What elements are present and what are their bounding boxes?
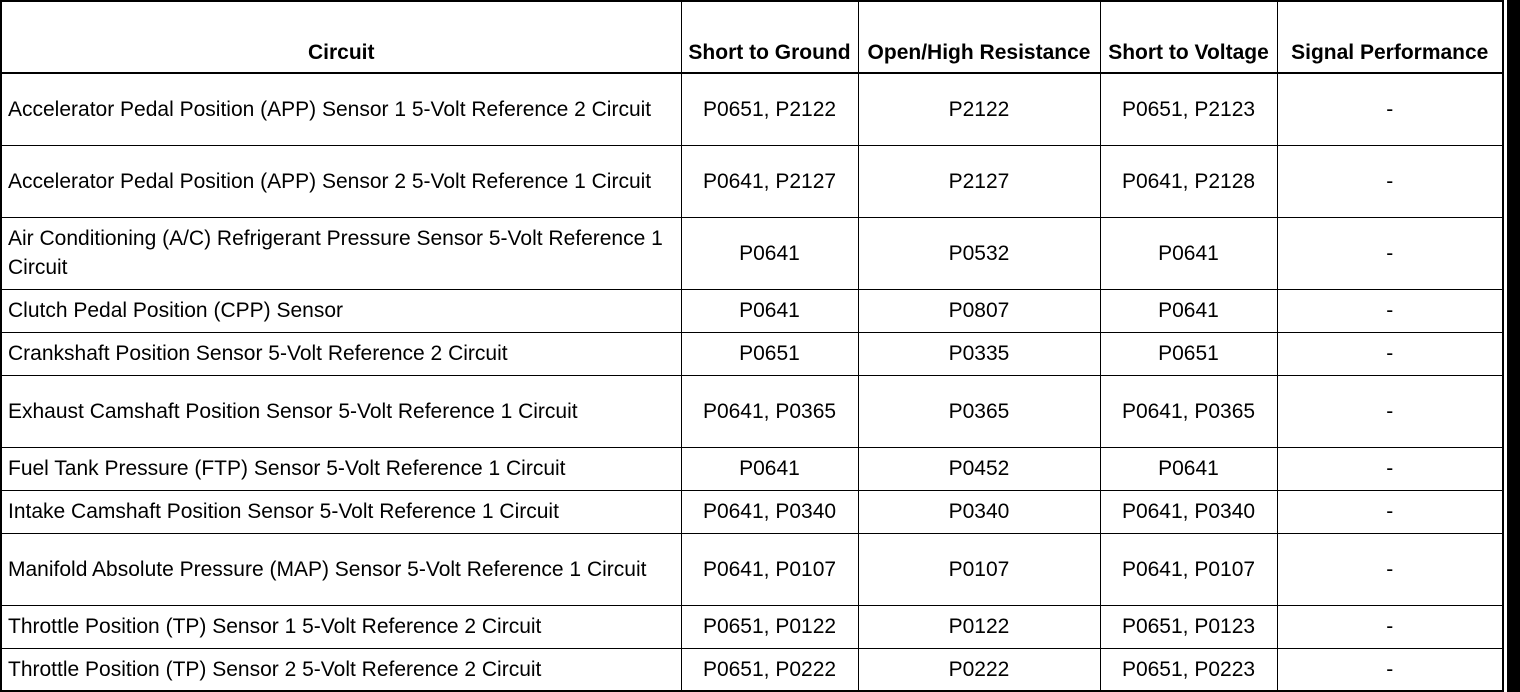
open-high-resistance-cell: P0335 [858, 332, 1100, 375]
signal-performance-cell: - [1277, 605, 1503, 648]
signal-performance-cell: - [1277, 289, 1503, 332]
short-to-voltage-cell: P0641 [1100, 289, 1277, 332]
signal-performance-cell: - [1277, 648, 1503, 691]
header-signal-performance: Signal Performance [1277, 1, 1503, 73]
open-high-resistance-cell: P2127 [858, 145, 1100, 217]
short-to-ground-cell: P0641 [681, 447, 858, 490]
table-row [1, 447, 1503, 490]
short-to-voltage-cell: P0641, P2128 [1100, 145, 1277, 217]
circuit-cell: Accelerator Pedal Position (APP) Sensor 2 5-Volt Reference 1 Circuit [1, 145, 681, 217]
header-open-high-resistance: Open/High Resistance [858, 1, 1100, 73]
short-to-voltage-cell: P0641 [1100, 447, 1277, 490]
header-circuit: Circuit [1, 1, 681, 73]
table-row [1, 217, 1503, 289]
open-high-resistance-cell: P0365 [858, 375, 1100, 447]
short-to-voltage-cell: P0641, P0107 [1100, 533, 1277, 605]
short-to-ground-cell: P0651 [681, 332, 858, 375]
table-row [1, 375, 1503, 447]
signal-performance-cell: - [1277, 73, 1503, 145]
circuit-cell: Clutch Pedal Position (CPP) Sensor [1, 289, 681, 332]
short-to-ground-cell: P0641, P0340 [681, 490, 858, 533]
signal-performance-cell: - [1277, 375, 1503, 447]
signal-performance-cell: - [1277, 145, 1503, 217]
circuit-cell: Air Conditioning (A/C) Refrigerant Pressure Sensor 5-Volt Reference 1 Circuit [1, 217, 681, 289]
table-header-row [1, 1, 1503, 73]
open-high-resistance-cell: P0807 [858, 289, 1100, 332]
signal-performance-cell: - [1277, 217, 1503, 289]
circuit-cell: Fuel Tank Pressure (FTP) Sensor 5-Volt Reference 1 Circuit [1, 447, 681, 490]
short-to-ground-cell: P0651, P2122 [681, 73, 858, 145]
short-to-ground-cell: P0641, P2127 [681, 145, 858, 217]
short-to-voltage-cell: P0651, P0223 [1100, 648, 1277, 691]
open-high-resistance-cell: P2122 [858, 73, 1100, 145]
signal-performance-cell: - [1277, 447, 1503, 490]
right-edge-bar [1507, 0, 1520, 692]
signal-performance-cell: - [1277, 533, 1503, 605]
header-short-to-voltage: Short to Voltage [1100, 1, 1277, 73]
circuit-cell: Throttle Position (TP) Sensor 1 5-Volt Reference 2 Circuit [1, 605, 681, 648]
short-to-ground-cell: P0651, P0222 [681, 648, 858, 691]
circuit-cell: Exhaust Camshaft Position Sensor 5-Volt Reference 1 Circuit [1, 375, 681, 447]
circuit-cell: Crankshaft Position Sensor 5-Volt Reference 2 Circuit [1, 332, 681, 375]
header-short-to-ground: Short to Ground [681, 1, 858, 73]
open-high-resistance-cell: P0222 [858, 648, 1100, 691]
short-to-voltage-cell: P0651 [1100, 332, 1277, 375]
short-to-voltage-cell: P0651, P2123 [1100, 73, 1277, 145]
short-to-voltage-cell: P0641, P0365 [1100, 375, 1277, 447]
table-row [1, 73, 1503, 145]
signal-performance-cell: - [1277, 490, 1503, 533]
signal-performance-cell: - [1277, 332, 1503, 375]
short-to-ground-cell: P0651, P0122 [681, 605, 858, 648]
circuit-cell: Accelerator Pedal Position (APP) Sensor 1 5-Volt Reference 2 Circuit [1, 73, 681, 145]
open-high-resistance-cell: P0340 [858, 490, 1100, 533]
table-row [1, 605, 1503, 648]
open-high-resistance-cell: P0452 [858, 447, 1100, 490]
open-high-resistance-cell: P0532 [858, 217, 1100, 289]
short-to-voltage-cell: P0651, P0123 [1100, 605, 1277, 648]
short-to-ground-cell: P0641 [681, 217, 858, 289]
short-to-ground-cell: P0641, P0365 [681, 375, 858, 447]
short-to-voltage-cell: P0641, P0340 [1100, 490, 1277, 533]
open-high-resistance-cell: P0122 [858, 605, 1100, 648]
table-row [1, 289, 1503, 332]
circuit-cell: Manifold Absolute Pressure (MAP) Sensor 5-Volt Reference 1 Circuit [1, 533, 681, 605]
table-row [1, 533, 1503, 605]
table-row [1, 332, 1503, 375]
circuit-cell: Throttle Position (TP) Sensor 2 5-Volt Reference 2 Circuit [1, 648, 681, 691]
short-to-ground-cell: P0641, P0107 [681, 533, 858, 605]
table-row [1, 145, 1503, 217]
short-to-voltage-cell: P0641 [1100, 217, 1277, 289]
table-row [1, 490, 1503, 533]
short-to-ground-cell: P0641 [681, 289, 858, 332]
open-high-resistance-cell: P0107 [858, 533, 1100, 605]
circuit-cell: Intake Camshaft Position Sensor 5-Volt Reference 1 Circuit [1, 490, 681, 533]
table-row [1, 648, 1503, 691]
